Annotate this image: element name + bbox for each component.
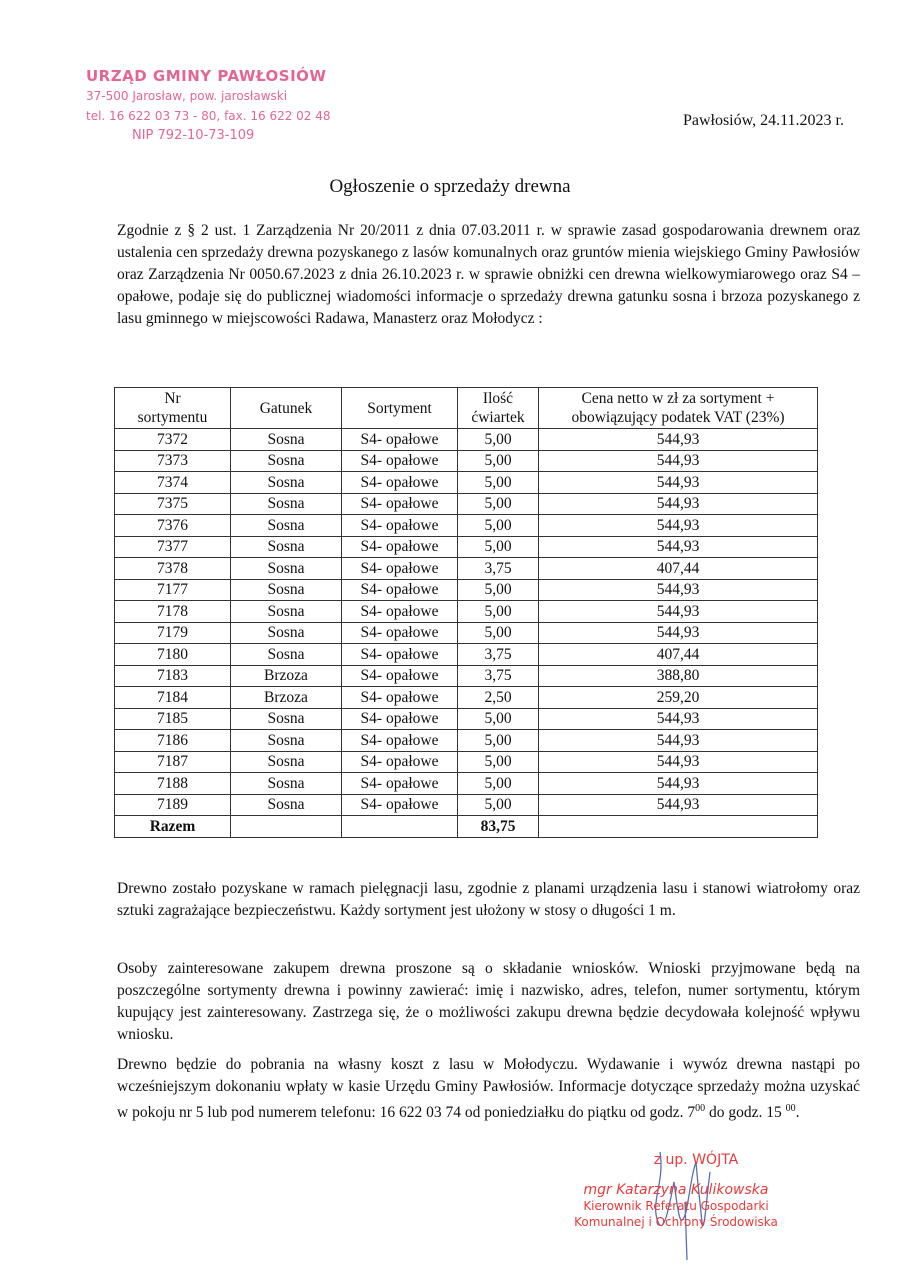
cell-gatunek: Sosna: [231, 751, 342, 773]
cell-cena: 544,93: [539, 536, 818, 558]
table-row: [115, 751, 818, 773]
header-sortyment: Sortyment: [342, 388, 458, 429]
cell-sortyment: S4- opałowe: [342, 644, 458, 666]
cell-cena: 544,93: [539, 751, 818, 773]
header-nr-line2: sortymentu: [137, 409, 208, 426]
cell-gatunek: Sosna: [231, 493, 342, 515]
table-row: [115, 794, 818, 816]
header-gatunek: Gatunek: [231, 388, 342, 429]
signatory-role-line2: Komunalnej i Ochrony Środowiska: [574, 1215, 778, 1229]
cell-ilosc: 5,00: [458, 579, 539, 601]
total-row: [115, 816, 818, 838]
cell-cena: 544,93: [539, 708, 818, 730]
cell-ilosc: 5,00: [458, 622, 539, 644]
total-ilosc: 83,75: [458, 816, 539, 838]
cell-gatunek: Sosna: [231, 536, 342, 558]
office-stamp: [86, 66, 331, 146]
cell-ilosc: 3,75: [458, 665, 539, 687]
cell-nr: 7185: [115, 708, 231, 730]
cell-ilosc: 5,00: [458, 773, 539, 795]
cell-cena: 544,93: [539, 429, 818, 451]
signatory-name: mgr Katarzyna Kulikowska: [583, 1182, 769, 1198]
header-cena-line2: obowiązujący podatek VAT (23%): [571, 409, 785, 426]
cell-sortyment: S4- opałowe: [342, 665, 458, 687]
cell-ilosc: 5,00: [458, 708, 539, 730]
cell-ilosc: 3,75: [458, 644, 539, 666]
header-nr-line1: Nr: [164, 390, 181, 407]
cell-ilosc: 2,50: [458, 687, 539, 709]
cell-gatunek: Sosna: [231, 450, 342, 472]
table-row: [115, 665, 818, 687]
cell-gatunek: Sosna: [231, 622, 342, 644]
cell-cena: 544,93: [539, 622, 818, 644]
stamp-phone: tel. 16 622 03 73 - 80, fax. 16 622 02 48: [86, 109, 331, 123]
signature-authority: z up. WÓJTA: [653, 1152, 739, 1168]
cell-nr: 7178: [115, 601, 231, 623]
total-empty-sortyment: [342, 816, 458, 838]
cell-sortyment: S4- opałowe: [342, 622, 458, 644]
cell-ilosc: 5,00: [458, 794, 539, 816]
cell-gatunek: Sosna: [231, 558, 342, 580]
pickup-text-mid: do godz. 15: [705, 1104, 786, 1122]
signatory-role-line1: Kierownik Referatu Gospodarki: [583, 1199, 769, 1213]
pickup-text: Drewno będzie do pobrania na własny koszt z lasu w Mołodyczu. Wydawanie i wywóz drewna nastąpi po wcześniejszym dokonaniu wpłaty w kasie Urzędu Gminy Pawłosiów. Informacje dotyczące sprzedaży można uzyskać w pokoju nr 5 lub pod numerem telefonu: 16 622 03 74 od poniedziałku do piątku od godz. 7: [117, 1056, 860, 1122]
cell-gatunek: Brzoza: [231, 687, 342, 709]
table-row: [115, 622, 818, 644]
table-row: [115, 601, 818, 623]
cell-sortyment: S4- opałowe: [342, 472, 458, 494]
cell-ilosc: 5,00: [458, 730, 539, 752]
hour-end-sup: 00: [785, 1103, 796, 1114]
cell-nr: 7189: [115, 794, 231, 816]
cell-nr: 7372: [115, 429, 231, 451]
cell-nr: 7186: [115, 730, 231, 752]
document-date: Pawłosiów, 24.11.2023 r.: [682, 112, 844, 129]
cell-cena: 544,93: [539, 601, 818, 623]
cell-sortyment: S4- opałowe: [342, 429, 458, 451]
cell-sortyment: S4- opałowe: [342, 751, 458, 773]
table-row: [115, 429, 818, 451]
cell-sortyment: S4- opałowe: [342, 730, 458, 752]
cell-nr: 7375: [115, 493, 231, 515]
header-ilosc: [458, 388, 539, 429]
cell-ilosc: 5,00: [458, 429, 539, 451]
pickup-text-end: .: [795, 1104, 800, 1122]
cell-cena: 544,93: [539, 493, 818, 515]
total-label: Razem: [115, 816, 231, 838]
wood-sale-table: [114, 387, 818, 838]
stamp-nip: NIP 792-10-73-109: [132, 128, 255, 143]
cell-nr: 7374: [115, 472, 231, 494]
cell-cena: 544,93: [539, 730, 818, 752]
cell-sortyment: S4- opałowe: [342, 601, 458, 623]
table-row: [115, 472, 818, 494]
cell-ilosc: 5,00: [458, 515, 539, 537]
cell-cena: 544,93: [539, 794, 818, 816]
document-title: Ogłoszenie o sprzedaży drewna: [329, 176, 571, 197]
table-body: [115, 429, 818, 816]
signature-block: [566, 1152, 786, 1230]
cell-ilosc: 5,00: [458, 472, 539, 494]
cell-gatunek: Sosna: [231, 601, 342, 623]
table-row: [115, 536, 818, 558]
cell-nr: 7179: [115, 622, 231, 644]
table-row: [115, 644, 818, 666]
cell-ilosc: 5,00: [458, 450, 539, 472]
table-row: [115, 558, 818, 580]
cell-ilosc: 5,00: [458, 536, 539, 558]
cell-cena: 544,93: [539, 450, 818, 472]
cell-gatunek: Brzoza: [231, 665, 342, 687]
table-row: [115, 730, 818, 752]
cell-nr: 7177: [115, 579, 231, 601]
cell-ilosc: 5,00: [458, 751, 539, 773]
cell-nr: 7377: [115, 536, 231, 558]
cell-sortyment: S4- opałowe: [342, 558, 458, 580]
cell-cena: 544,93: [539, 579, 818, 601]
cell-sortyment: S4- opałowe: [342, 773, 458, 795]
cell-cena: 407,44: [539, 558, 818, 580]
cell-nr: 7373: [115, 450, 231, 472]
header-cena: [539, 388, 818, 429]
cell-cena: 544,93: [539, 472, 818, 494]
cell-sortyment: S4- opałowe: [342, 687, 458, 709]
table-row: [115, 450, 818, 472]
cell-gatunek: Sosna: [231, 644, 342, 666]
cell-gatunek: Sosna: [231, 579, 342, 601]
cell-nr: 7183: [115, 665, 231, 687]
table-row: [115, 579, 818, 601]
cell-cena: 544,93: [539, 773, 818, 795]
cell-cena: 544,93: [539, 515, 818, 537]
cell-sortyment: S4- opałowe: [342, 708, 458, 730]
cell-sortyment: S4- opałowe: [342, 579, 458, 601]
cell-ilosc: 5,00: [458, 601, 539, 623]
cell-gatunek: Sosna: [231, 730, 342, 752]
cell-nr: 7180: [115, 644, 231, 666]
table-row: [115, 493, 818, 515]
cell-ilosc: 5,00: [458, 493, 539, 515]
cell-ilosc: 3,75: [458, 558, 539, 580]
cell-gatunek: Sosna: [231, 515, 342, 537]
table-row: [115, 515, 818, 537]
cell-nr: 7188: [115, 773, 231, 795]
header-ilosc-line1: Ilość: [482, 390, 514, 407]
cell-nr: 7378: [115, 558, 231, 580]
cell-nr: 7376: [115, 515, 231, 537]
header-cena-line1: Cena netto w zł za sortyment +: [581, 390, 775, 407]
cell-cena: 388,80: [539, 665, 818, 687]
cell-sortyment: S4- opałowe: [342, 794, 458, 816]
stamp-address: 37-500 Jarosław, pow. jarosławski: [86, 89, 288, 103]
cell-gatunek: Sosna: [231, 773, 342, 795]
table-row: [115, 708, 818, 730]
cell-nr: 7184: [115, 687, 231, 709]
table-header-row: [115, 388, 818, 429]
cell-sortyment: S4- opałowe: [342, 493, 458, 515]
cell-gatunek: Sosna: [231, 429, 342, 451]
paragraph-applications: Osoby zainteresowane zakupem drewna proszone są o składanie wniosków. Wnioski przyjmowane będą na poszczególne sortymenty drewna i powinny zawierać: imię i nazwisko, adres, telefon, numer sortymentu, którym kupujący jest zainteresowany. Zastrzega się, że o możliwości zakupu drewna będzie decydowała kolejność wpływu wniosku.: [117, 960, 860, 1043]
cell-gatunek: Sosna: [231, 708, 342, 730]
cell-gatunek: Sosna: [231, 472, 342, 494]
table-row: [115, 773, 818, 795]
header-ilosc-line2: ćwiartek: [471, 409, 525, 426]
total-empty-cena: [539, 816, 818, 838]
total-empty-gatunek: [231, 816, 342, 838]
cell-sortyment: S4- opałowe: [342, 536, 458, 558]
cell-gatunek: Sosna: [231, 794, 342, 816]
cell-sortyment: S4- opałowe: [342, 515, 458, 537]
cell-cena: 407,44: [539, 644, 818, 666]
header-nr: [115, 388, 231, 429]
cell-sortyment: S4- opałowe: [342, 450, 458, 472]
paragraph-pickup: [117, 1054, 860, 1124]
hour-start-sup: 00: [695, 1103, 706, 1114]
paragraph-origin: Drewno zostało pozyskane w ramach pielęgnacji lasu, zgodnie z planami urządzenia lasu i stanowi wiatrołomy oraz sztuki zagrażające bezpieczeństwu. Każdy sortyment jest ułożony w stosy o długości 1 m.: [117, 880, 860, 919]
cell-nr: 7187: [115, 751, 231, 773]
intro-paragraph: Zgodnie z § 2 ust. 1 Zarządzenia Nr 20/2011 z dnia 07.03.2011 r. w sprawie zasad gospodarowania drewnem oraz ustalenia cen sprzedaży drewna pozyskanego z lasów komunalnych oraz gruntów mienia wiejskiego Gminy Pawłosiów oraz Zarządzenia Nr 0050.67.2023 z dnia 26.10.2023 r. w sprawie obniżki cen drewna wielkowymiarowego oraz S4 – opałowe, podaje się do publicznej wiadomości informacje o sprzedaży drewna gatunku sosna i brzoza pozyskanego z lasu gminnego w miejscowości Radawa, Manasterz oraz Mołodycz :: [117, 222, 860, 327]
stamp-office-name: URZĄD GMINY PAWŁOSIÓW: [86, 67, 327, 85]
table-row: [115, 687, 818, 709]
cell-cena: 259,20: [539, 687, 818, 709]
